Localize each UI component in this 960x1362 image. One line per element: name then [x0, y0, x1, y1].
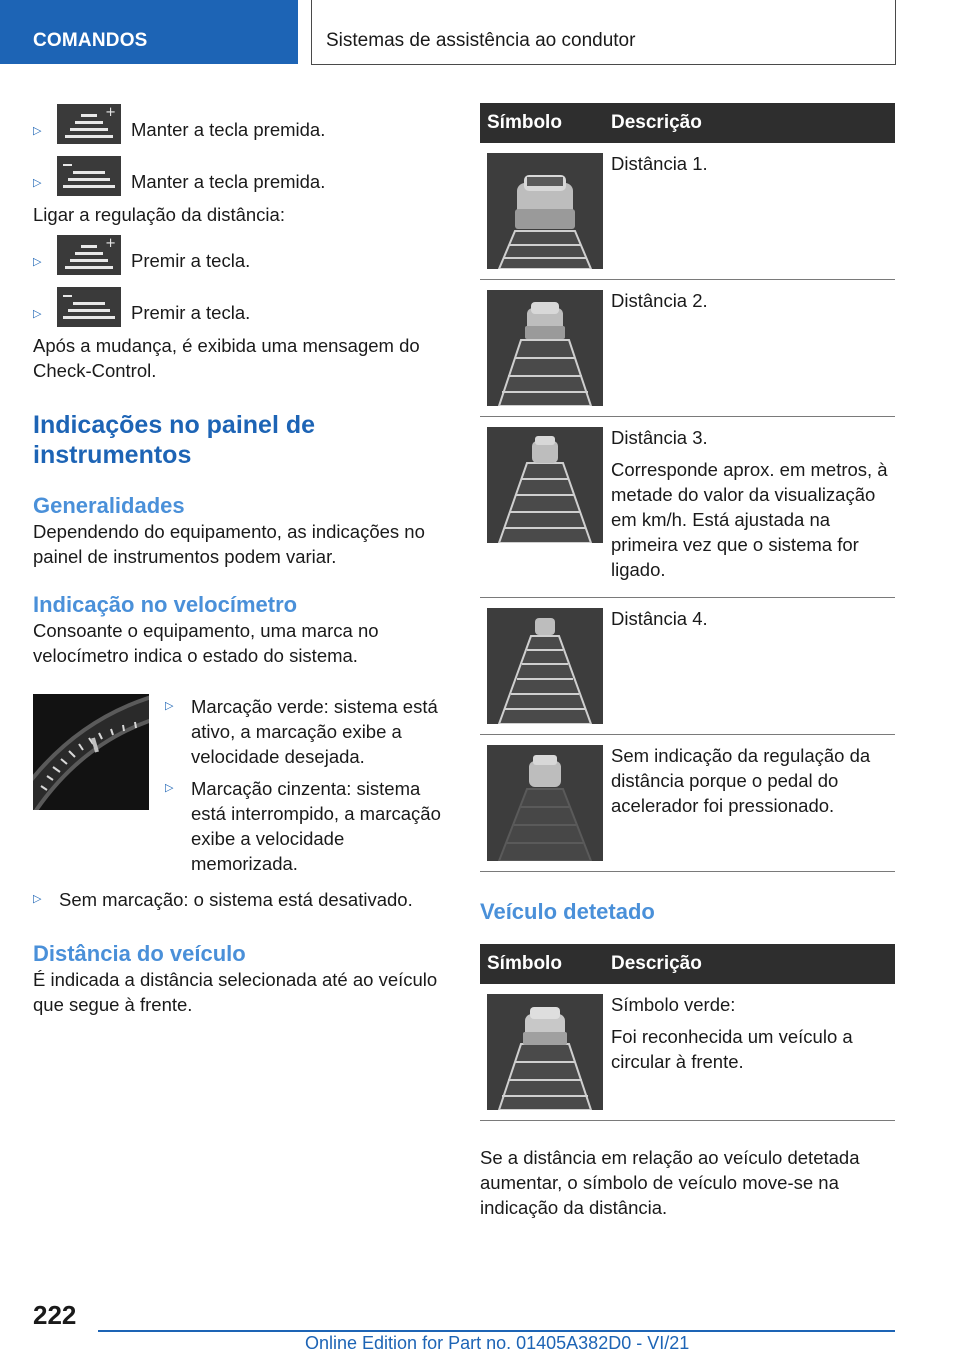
list-item: ▷ Marcação verde: sistema está ativo, a marcação exibe a velocidade desejada. [165, 696, 438, 767]
closing-text: Se a distância em relação ao veículo detetada aumentar, o símbolo de veículo move-se na indicação da distância. [480, 1147, 860, 1218]
triangle-bullet-icon: ▷ [33, 176, 42, 189]
distance-1-symbol-icon [487, 153, 603, 269]
left-column [33, 104, 453, 1017]
activate-intro: Ligar a regulação da distância: [33, 204, 285, 225]
list-item [33, 287, 453, 339]
list-item: ▷ Marcação cinzenta: sistema está interrompido, a marcação exibe a velocidade memorizada. [165, 778, 441, 874]
distance-2-symbol-icon [487, 290, 603, 406]
key-instruction: Premir a tecla. [131, 302, 251, 323]
list-item [33, 235, 453, 287]
triangle-bullet-icon: ▷ [165, 782, 174, 794]
key-instruction: Manter a tecla premida. [131, 171, 326, 192]
vehicle-detected-table [480, 944, 895, 1121]
speedometer-image [33, 694, 149, 810]
column-header-description: Descrição [604, 103, 895, 143]
subheading-general: Generalidades [33, 493, 185, 518]
speedometer-block [33, 694, 453, 883]
section-heading: Indicações no painel de instrumentos [33, 411, 316, 469]
list-item [33, 156, 453, 208]
after-change-text: Após a mudança, é exibida uma mensagem do Check-Control. [33, 335, 420, 381]
triangle-bullet-icon: ▷ [33, 255, 42, 268]
page-number: 222 [33, 1300, 77, 1330]
column-header-symbol: Símbolo [480, 944, 604, 984]
right-column [480, 103, 895, 1220]
section-tab-comandos: COMANDOS [0, 0, 298, 64]
table-row: Distância 2. [480, 280, 895, 417]
speedo-text: Consoante o equipamento, uma marca no velocímetro indica o estado do sistema. [33, 620, 379, 666]
table-row: Sem indicação da regulação da distância porque o pedal do acelerador foi pressionado. [480, 735, 895, 872]
distance-4-symbol-icon [487, 608, 603, 724]
table-row: Símbolo verde: Foi reconhecida um veículo a circular à frente. [480, 984, 895, 1121]
list-item: ▷ Sem marcação: o sistema está desativado. [33, 889, 413, 910]
no-distance-symbol-icon [487, 745, 603, 861]
footer-divider [98, 1330, 895, 1332]
distance-decrease-key-icon [57, 156, 121, 196]
table-row: Distância 4. [480, 598, 895, 735]
distance-symbol-table [480, 103, 895, 872]
distance-3-symbol-icon [487, 427, 603, 543]
subheading-speedometer: Indicação no velocímetro [33, 592, 298, 617]
distance-text: É indicada a distância selecionada até ao veículo que segue à frente. [33, 969, 438, 1015]
key-instruction: Manter a tecla premida. [131, 119, 326, 140]
general-text: Dependendo do equipamento, as indicações no painel de instrumentos podem variar. [33, 521, 425, 567]
page-header-title: Sistemas de assistência ao condutor [311, 0, 896, 65]
subheading-vehicle-distance: Distância do veículo [33, 941, 246, 966]
distance-increase-key-icon: + [57, 235, 121, 275]
table-row: Distância 1. [480, 143, 895, 280]
distance-decrease-key-icon [57, 287, 121, 327]
key-instruction: Premir a tecla. [131, 250, 251, 271]
distance-increase-key-icon: + [57, 104, 121, 144]
table-row: Distância 3. Corresponde aprox. em metros, à metade do valor da visualização em km/h. Está ajustada na primeira vez que o sistema for ligado. [480, 417, 895, 598]
column-header-symbol: Símbolo [480, 103, 604, 143]
subheading-vehicle-detected: Veículo detetado [480, 899, 655, 924]
triangle-bullet-icon: ▷ [33, 893, 42, 905]
footer-edition: Online Edition for Part no. 01405A382D0 - VI/21 [305, 1333, 690, 1353]
list-item [33, 104, 453, 156]
triangle-bullet-icon: ▷ [33, 307, 42, 320]
vehicle-detected-symbol-icon [487, 994, 603, 1110]
column-header-description: Descrição [604, 944, 895, 984]
triangle-bullet-icon: ▷ [33, 124, 42, 137]
triangle-bullet-icon: ▷ [165, 700, 174, 712]
